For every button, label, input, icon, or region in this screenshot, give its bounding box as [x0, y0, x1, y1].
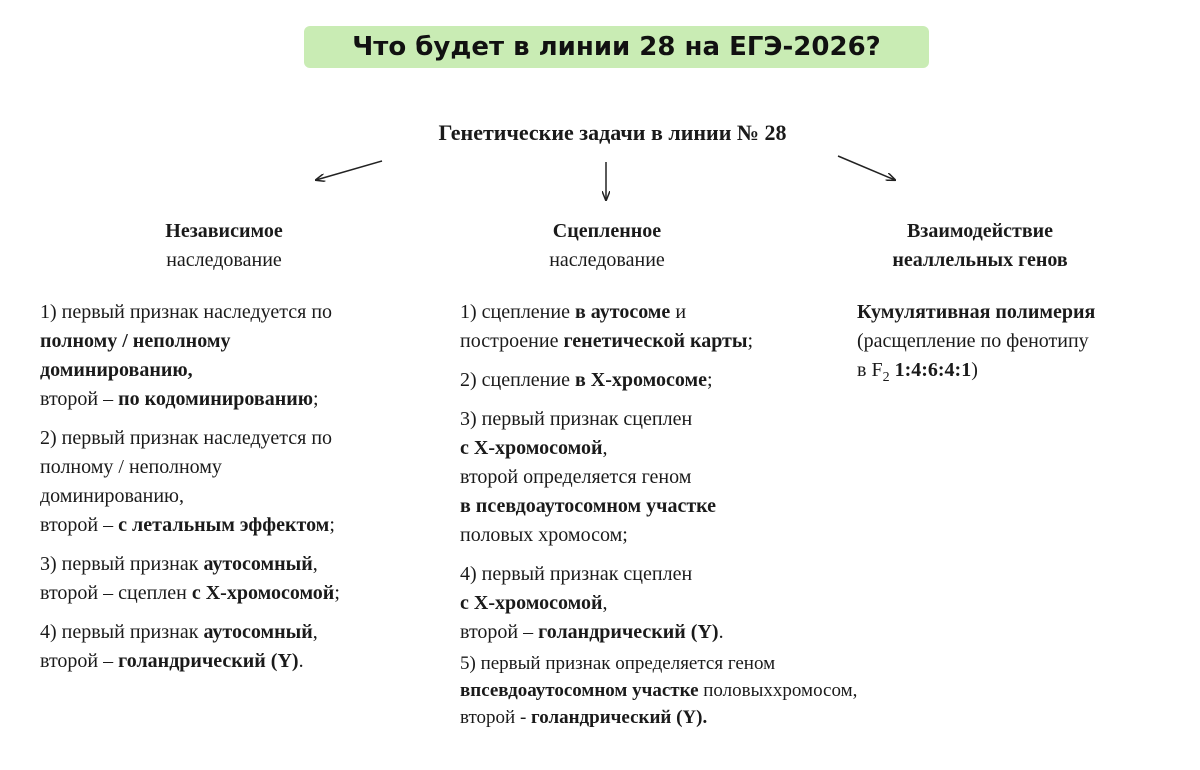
bold-fragment: 1:4:6:4:1 [894, 359, 972, 381]
bold-fragment: Кумулятивная полимерия [857, 301, 1096, 323]
text-fragment: 3) первый признак сцеплен [460, 408, 693, 430]
text-line [460, 463, 880, 492]
text-line [40, 356, 420, 385]
text-fragment: второй – сцеплен [40, 582, 192, 604]
text-line [857, 356, 1177, 392]
text-line [40, 453, 420, 482]
text-line [460, 366, 880, 395]
text-line [857, 298, 1177, 327]
text-fragment: ; [313, 388, 319, 410]
list-item [460, 366, 880, 395]
bold-fragment: в аутосоме [574, 301, 671, 323]
bold-fragment: доминированию, [40, 359, 193, 381]
banner-title: Что будет в линии 28 на ЕГЭ-2026? [352, 32, 881, 62]
bold-fragment: голандрический (Y) [538, 621, 719, 643]
text-fragment: половых [698, 680, 773, 701]
text-line [460, 405, 880, 434]
text-fragment: ; [334, 582, 340, 604]
text-fragment: 2) первый признак наследуется по [40, 427, 333, 449]
list-item [460, 298, 880, 356]
text-line [40, 550, 420, 579]
list-item [460, 560, 880, 647]
bold-fragment: в [460, 680, 471, 701]
text-fragment: доминированию, [40, 485, 184, 507]
gene-interaction-list [857, 298, 1177, 402]
text-fragment: второй – [40, 514, 119, 536]
text-fragment: (расщепление по фенотипу [857, 330, 1089, 352]
text-fragment: 1) первый признак наследуется по [40, 301, 333, 323]
text-line [460, 492, 880, 521]
list-item [460, 405, 880, 550]
text-line [40, 327, 420, 356]
text-fragment: второй определяется геном [460, 466, 692, 488]
text-fragment: в F [857, 359, 883, 381]
text-line [40, 579, 420, 608]
text-line [857, 327, 1177, 356]
text-fragment: второй – [40, 388, 119, 410]
text-line [40, 511, 420, 540]
linked-inheritance-item-5 [460, 650, 890, 731]
text-line [460, 434, 880, 463]
text-line [40, 647, 420, 676]
text-line [460, 521, 880, 550]
text-fragment: 1) сцепление [460, 301, 575, 323]
text-fragment: построение [460, 330, 564, 352]
text-line [470, 680, 773, 701]
list-item [40, 618, 420, 676]
text-fragment: . [718, 621, 724, 643]
bold-fragment: аутосомный [203, 553, 313, 575]
bold-fragment: в X-хромосоме [574, 369, 707, 391]
bold-fragment: с летальным эффектом [118, 514, 330, 536]
text-fragment: второй – [40, 650, 119, 672]
bold-fragment: голандрический (Y). [531, 707, 708, 728]
text-fragment: ) [971, 359, 978, 381]
text-fragment: , [312, 621, 318, 643]
text-line [460, 560, 880, 589]
text-fragment: , [602, 592, 608, 614]
text-fragment: ; [706, 369, 713, 391]
text-fragment: 4) первый признак [40, 621, 204, 643]
text-line [40, 424, 420, 453]
text-fragment: . [298, 650, 304, 672]
bold-fragment: полному / неполному [40, 330, 231, 352]
list-item [857, 298, 1177, 392]
list-item [40, 298, 420, 414]
bold-fragment: голандрический (Y) [118, 650, 299, 672]
text-fragment: 5) первый признак определяется геном [460, 653, 776, 674]
text-line [40, 482, 420, 511]
bold-fragment: с X-хромосомой [460, 592, 603, 614]
text-line [460, 298, 880, 327]
bold-fragment: аутосомный [203, 621, 313, 643]
text-fragment: 4) первый признак сцеплен [460, 563, 693, 585]
text-fragment: , [312, 553, 318, 575]
page-banner [304, 26, 929, 68]
text-line [460, 327, 880, 356]
bold-fragment: генетической карты [563, 330, 748, 352]
text-fragment: половых хромосом; [460, 524, 628, 546]
text-line [40, 385, 420, 414]
root-title: Генетические задачи в линии № 28 [438, 120, 787, 145]
text-line [460, 589, 880, 618]
text-fragment: ; [747, 330, 754, 352]
bold-fragment: с X-хромосомой [460, 437, 603, 459]
list-item [40, 424, 420, 540]
linked-inheritance-list [460, 298, 880, 657]
linked-inheritance-heading: Сцепленное наследование [549, 220, 665, 271]
text-fragment: ; [329, 514, 335, 536]
list-item [40, 550, 420, 608]
arrow-right [838, 156, 895, 180]
independent-inheritance-list [40, 298, 420, 686]
bold-fragment: по кодоминированию [118, 388, 314, 410]
bold-fragment: с X-хромосомой [191, 582, 335, 604]
gene-interaction-heading: Взаимодействие неаллельных генов [892, 220, 1068, 271]
text-line [40, 618, 420, 647]
text-fragment: 2) сцепление [460, 369, 575, 391]
bold-fragment: псевдоаутосомном участке [470, 680, 699, 701]
text-fragment: , [602, 437, 608, 459]
text-fragment: второй – [460, 621, 539, 643]
text-fragment: и [670, 301, 687, 323]
text-fragment: 2 [882, 370, 890, 385]
text-line [40, 298, 420, 327]
arrow-left [316, 161, 382, 180]
text-line [460, 618, 880, 647]
text-fragment: хромосом, второй - [460, 680, 858, 728]
text-fragment: полному / неполному [40, 456, 222, 478]
list-item [460, 650, 890, 731]
bold-fragment: в псевдоаутосомном участке [460, 495, 717, 517]
independent-inheritance-heading: Независимое наследование [165, 220, 283, 271]
text-fragment: 3) первый признак [40, 553, 204, 575]
